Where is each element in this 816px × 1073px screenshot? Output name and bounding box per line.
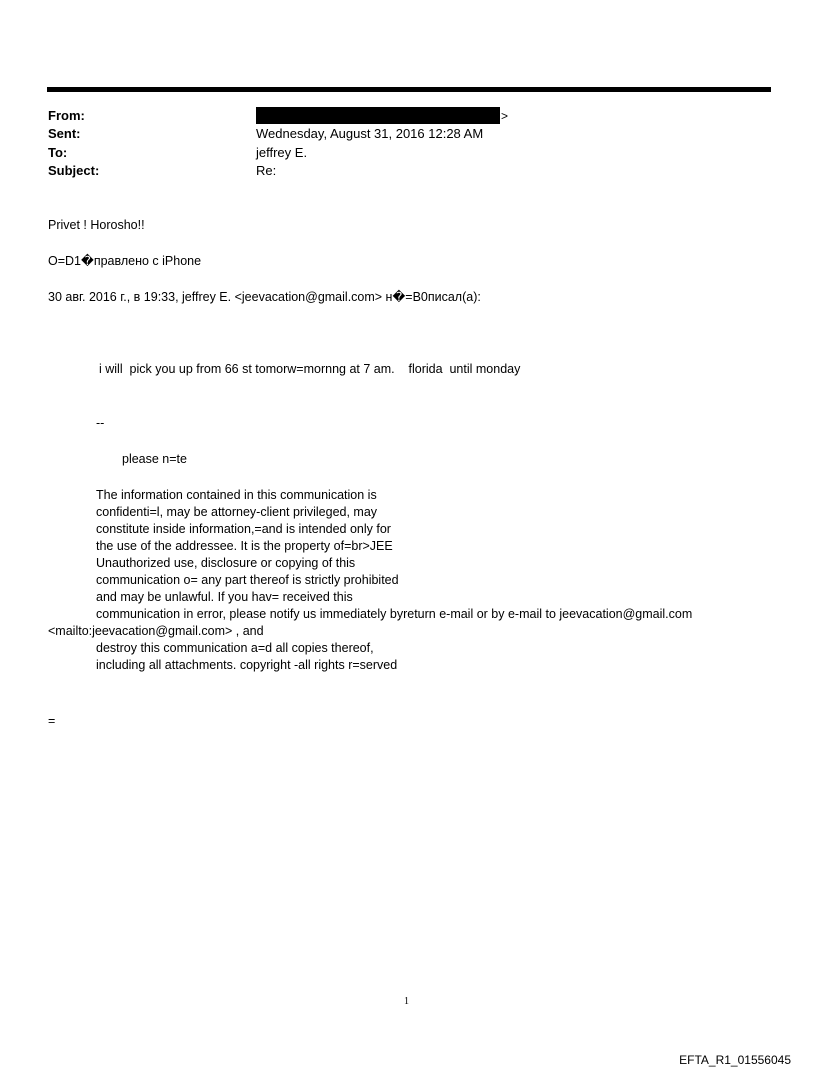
from-label: From: [48,108,85,123]
subject-value: Re: [256,163,277,178]
to-label: To: [48,145,68,160]
disclaimer-line: destroy this communication a=d all copies thereof, [96,641,374,655]
signature-dashes: -- [96,416,105,430]
subject-label: Subject: [48,163,100,178]
mailto-line: <mailto:jeevacation@gmail.com> , and [48,624,264,638]
sent-label: Sent: [48,126,81,141]
to-value: jeffrey E. [256,145,308,160]
disclaimer-line: and may be unlawful. If you hav= received this [96,590,353,604]
bates-number: EFTA_R1_01556045 [679,1053,791,1067]
disclaimer-line: The information contained in this communication is [96,488,377,502]
quote-intro-line: 30 авг. 2016 г., в 19:33, jeffrey E. <jeevacation@gmail.com> н�=B0писал(a): [48,290,481,304]
disclaimer-line: communication in error, please notify us immediately byreturn e-mail or by e-mail to jeevacation@gmail.com [96,607,693,621]
sent-from-line: O=D1�правлено с iPhone [48,254,202,268]
disclaimer-line: confidenti=l, may be attorney-client privileged, may [96,505,378,519]
disclaimer-line: Unauthorized use, disclosure or copying of this [96,556,356,570]
trailing-equals: = [48,714,56,728]
disclaimer-line: communication o= any part thereof is strictly prohibited [96,573,399,587]
quoted-message-line: i will pick you up from 66 st tomorw=mornng at 7 am. florida until monday [99,362,521,376]
please-note-line: please n=te [122,452,187,466]
page-number: 1 [404,996,409,1007]
disclaimer-line: the use of the addressee. It is the property of=br>JEE [96,539,393,553]
header-divider-rule [47,87,771,92]
sent-value: Wednesday, August 31, 2016 12:28 AM [256,126,484,141]
from-value-tail: > [501,109,509,123]
disclaimer-line: constitute inside information,=and is intended only for [96,522,391,536]
disclaimer-line: including all attachments. copyright -all rights r=served [96,658,398,672]
greeting-line: Privet ! Horosho!! [48,218,145,232]
from-redaction-box [256,107,500,124]
